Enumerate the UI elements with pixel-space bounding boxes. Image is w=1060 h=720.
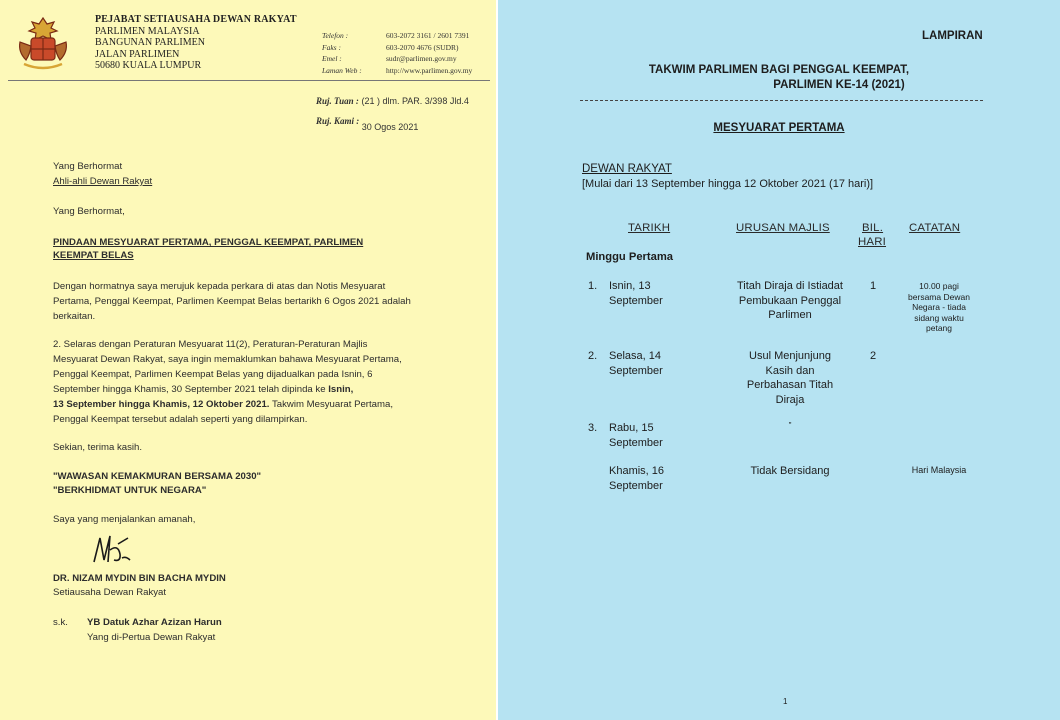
appendix-title: PARLIMEN KE-14 (2021) <box>773 79 905 91</box>
row-date: September <box>609 437 663 449</box>
paragraph-line: Mesyuarat Dewan Rakyat, saya ingin memaklumkan bahawa Mesyuarat Pertama, <box>53 354 402 365</box>
row-number: 3. <box>588 422 598 434</box>
addressee-line: Yang Berhormat <box>53 161 123 172</box>
row-catatan <box>894 281 984 334</box>
paragraph-bold-text: Isnin, <box>328 384 354 395</box>
org-line: 50680 KUALA LUMPUR <box>95 60 202 71</box>
row-number: 2. <box>588 350 598 362</box>
reference-kami <box>316 116 419 132</box>
catatan-line: Hari Malaysia <box>911 465 967 475</box>
week-heading: Minggu Pertama <box>586 251 674 263</box>
reference-kami-label: Ruj. Kami : <box>316 116 360 126</box>
sign-off: Saya yang menjalankan amanah, <box>53 514 196 525</box>
paragraph-line <box>53 398 393 413</box>
row-date: September <box>609 480 663 492</box>
contact-value: 603-2070 4676 (SUDR) <box>386 42 459 52</box>
urusan-line: Usul Menjunjung <box>749 350 831 362</box>
paragraph-line: 2. Selaras dengan Peraturan Mesyuarat 11(2), Peraturan-Peraturan Majlis <box>53 339 368 350</box>
page-number: 1 <box>783 697 788 706</box>
urusan-line: Pembukaan Penggal <box>738 294 842 307</box>
contact-label: Telefon : <box>322 31 349 40</box>
coat-of-arms-logo <box>12 12 74 74</box>
paragraph-line: berkaitan. <box>53 311 96 322</box>
column-header-tarikh: TARIKH <box>628 222 671 234</box>
row-bil: 1 <box>870 280 877 292</box>
paragraph-text: September hingga Khamis, 30 September 2021 telah dipinda ke <box>53 384 326 395</box>
org-line: PEJABAT SETIAUSAHA DEWAN RAKYAT <box>95 14 297 25</box>
appendix-label: LAMPIRAN <box>922 30 983 42</box>
contact-label: Laman Web : <box>322 65 362 75</box>
contact-label: Faks : <box>322 42 341 52</box>
catatan-line: Negara - tiada <box>912 302 966 312</box>
urusan-line: " <box>788 421 792 430</box>
column-header-hari: HARI <box>858 236 887 248</box>
paragraph-line: Pertama, Penggal Keempat, Parlimen Keempat Belas bertarikh 6 Ogos 2021 adalah <box>53 296 411 307</box>
addressee-line: Ahli-ahli Dewan Rakyat <box>53 176 153 187</box>
appendix-page <box>498 0 1060 720</box>
cc-title: Yang di-Pertua Dewan Rakyat <box>87 632 216 643</box>
catatan-line: 10.00 pagi <box>919 281 959 291</box>
letter-date: 30 Ogos 2021 <box>361 122 419 132</box>
letter-page <box>0 0 496 720</box>
closing: Sekian, terima kasih. <box>53 442 143 453</box>
subject-line: KEEMPAT BELAS <box>53 250 134 261</box>
paragraph-line: Penggal Keempat tersebut adalah seperti yang dilampirkan. <box>53 414 308 425</box>
row-date: Isnin, 13 <box>609 280 651 292</box>
paragraph-text: Takwim Mesyuarat Pertama, <box>269 399 393 410</box>
letterhead-contacts <box>322 30 472 76</box>
column-header-catatan: CATATAN <box>909 222 961 234</box>
reference-tuan-label: Ruj. Tuan : <box>316 96 359 106</box>
session-period: [Mulai dari 13 September hingga 12 Oktober 2021 (17 hari)] <box>582 178 874 190</box>
row-catatan <box>894 465 984 476</box>
urusan-line: Kasih dan <box>765 364 815 377</box>
urusan-line: Titah Diraja di Istiadat <box>737 280 843 292</box>
paragraph-line: Penggal Keempat, Parlimen Keempat Belas yang dijadualkan pada Isnin, 6 <box>53 369 373 380</box>
letterhead-divider <box>8 80 490 81</box>
signer-title: Setiausaha Dewan Rakyat <box>53 587 167 598</box>
column-header-urusan: URUSAN MAJLIS <box>736 222 830 234</box>
urusan-line: Tidak Bersidang <box>750 465 830 477</box>
urusan-line: Perbahasan Titah <box>746 379 834 391</box>
paragraph-line <box>53 383 353 398</box>
signer-name: DR. NIZAM MYDIN BIN BACHA MYDIN <box>53 573 226 584</box>
subject-line: PINDAAN MESYUARAT PERTAMA, PENGGAL KEEMPAT, PARLIMEN <box>53 237 364 248</box>
row-urusan <box>710 349 870 407</box>
row-urusan <box>710 419 870 434</box>
catatan-line: bersama Dewan <box>908 291 970 302</box>
urusan-line: Diraja <box>775 393 805 406</box>
row-date: Khamis, 16 <box>609 465 665 477</box>
contact-value: http://www.parlimen.gov.my <box>386 65 473 75</box>
column-header-bil: BIL. <box>862 222 884 234</box>
motto: "WAWASAN KEMAKMURAN BERSAMA 2030" <box>53 471 262 482</box>
row-date: Rabu, 15 <box>609 422 654 434</box>
row-bil: 2 <box>870 350 877 362</box>
meeting-heading: MESYUARAT PERTAMA <box>713 122 845 134</box>
cc-label: s.k. <box>53 617 68 628</box>
reference-tuan-value: (21 ) dlm. PAR. 3/398 Jld.4 <box>361 96 469 106</box>
salutation: Yang Berhormat, <box>53 206 125 217</box>
catatan-line: sidang waktu <box>914 312 964 323</box>
org-line: PARLIMEN MALAYSIA <box>95 25 200 37</box>
paragraph-bold-text: 13 September hingga Khamis, 12 Oktober 2021. <box>53 399 270 410</box>
contact-label: Emel : <box>322 54 342 63</box>
cc-name: YB Datuk Azhar Azizan Harun <box>87 617 222 628</box>
letterhead-organization <box>95 14 297 72</box>
row-date: Selasa, 14 <box>609 350 661 362</box>
house-heading: DEWAN RAKYAT <box>582 163 672 175</box>
signature-image <box>88 532 134 568</box>
appendix-title: TAKWIM PARLIMEN BAGI PENGGAL KEEMPAT, <box>648 64 910 76</box>
row-urusan <box>710 279 870 323</box>
contact-value: 603-2072 3161 / 2601 7391 <box>386 31 470 40</box>
row-date: September <box>609 365 663 377</box>
row-number: 1. <box>588 280 598 292</box>
row-date: September <box>609 295 663 307</box>
reference-tuan <box>316 96 469 106</box>
paragraph-line: Dengan hormatnya saya merujuk kepada perkara di atas dan Notis Mesyuarat <box>53 281 386 292</box>
org-line: JALAN PARLIMEN <box>95 48 180 60</box>
urusan-line: Parlimen <box>768 309 812 321</box>
catatan-line: petang <box>926 323 952 333</box>
motto: "BERKHIDMAT UNTUK NEGARA" <box>53 485 207 496</box>
row-urusan <box>710 464 870 479</box>
org-line: BANGUNAN PARLIMEN <box>95 37 205 48</box>
contact-value: sudr@parlimen.gov.my <box>386 54 457 63</box>
title-divider <box>580 100 983 101</box>
